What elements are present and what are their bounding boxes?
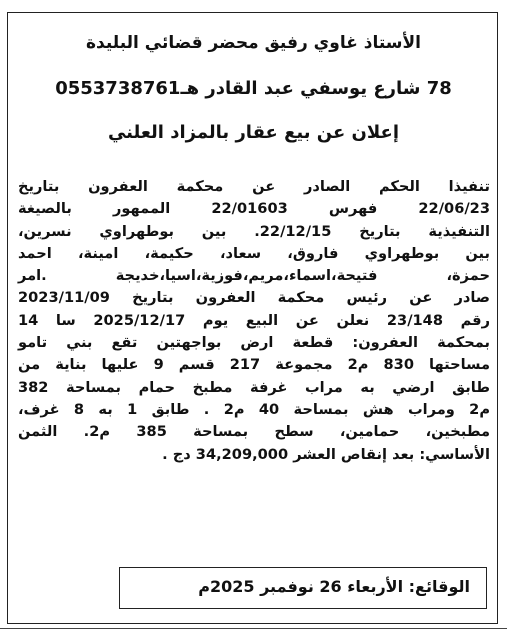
body-line: الأساسي: بعد إنقاص العشر 34,209,000 دج .: [162, 445, 490, 463]
notice-title: إعلان عن بيع عقار بالمزاد العلني: [107, 122, 400, 143]
body-line: مساحتها 830 م2 مجموعة 217 قسم 9 عليها بناية من: [18, 356, 491, 374]
body-line: رقم 23/148 نعلن عن البيع يوم 2025/12/17 سا 14: [18, 311, 491, 329]
body-line: تنفيذا الحكم الصادر عن محكمة العفرون بتاريخ: [18, 178, 490, 195]
body-line: صادر عن رئيس محكمة العفرون بتاريخ 2023/11/09: [18, 289, 490, 307]
publication-date: الوقائع: الأربعاء 26 نوفمبر 2025م: [198, 577, 470, 596]
bailiff-name: الأستاذ غاوي رفيق محضر قضائي البليدة: [85, 33, 421, 53]
publication-box: [119, 567, 487, 609]
body-line: حمزة، فتيحة،اسماء،مريم،فوزية،اسيا،خديجة .امر: [18, 267, 490, 285]
body-line: بين بوطهراوي فاروق، سعاد، حكيمة، امينة، احمد: [18, 244, 490, 262]
bailiff-address: 78 شارع يوسفي عبد القادر هـ0553738761: [55, 78, 452, 99]
body-line: م2 ومراب هش بمساحة 40 م2 . طابق 1 به 8 غرف،: [18, 400, 491, 418]
body-line: التنفيذية بتاريخ 22/12/15. بين بوطهراوي نسرين،: [18, 222, 490, 240]
bottom-divider: [0, 628, 507, 633]
body-line: طابق ارضي به مراب غرفة مطبخ حمام بمساحة 382: [18, 378, 490, 396]
body-line: مطبخين، حمامين، سطح بمساحة 385 م2. الثمن: [18, 423, 490, 441]
body-line: بمحكمة العفرون: قطعة ارض بواجهتين تقع بني تامو: [18, 334, 490, 352]
body-line: 22/06/23 فهرس 22/01603 الممهور بالصيغة: [18, 200, 490, 218]
notice-body: [18, 176, 490, 466]
